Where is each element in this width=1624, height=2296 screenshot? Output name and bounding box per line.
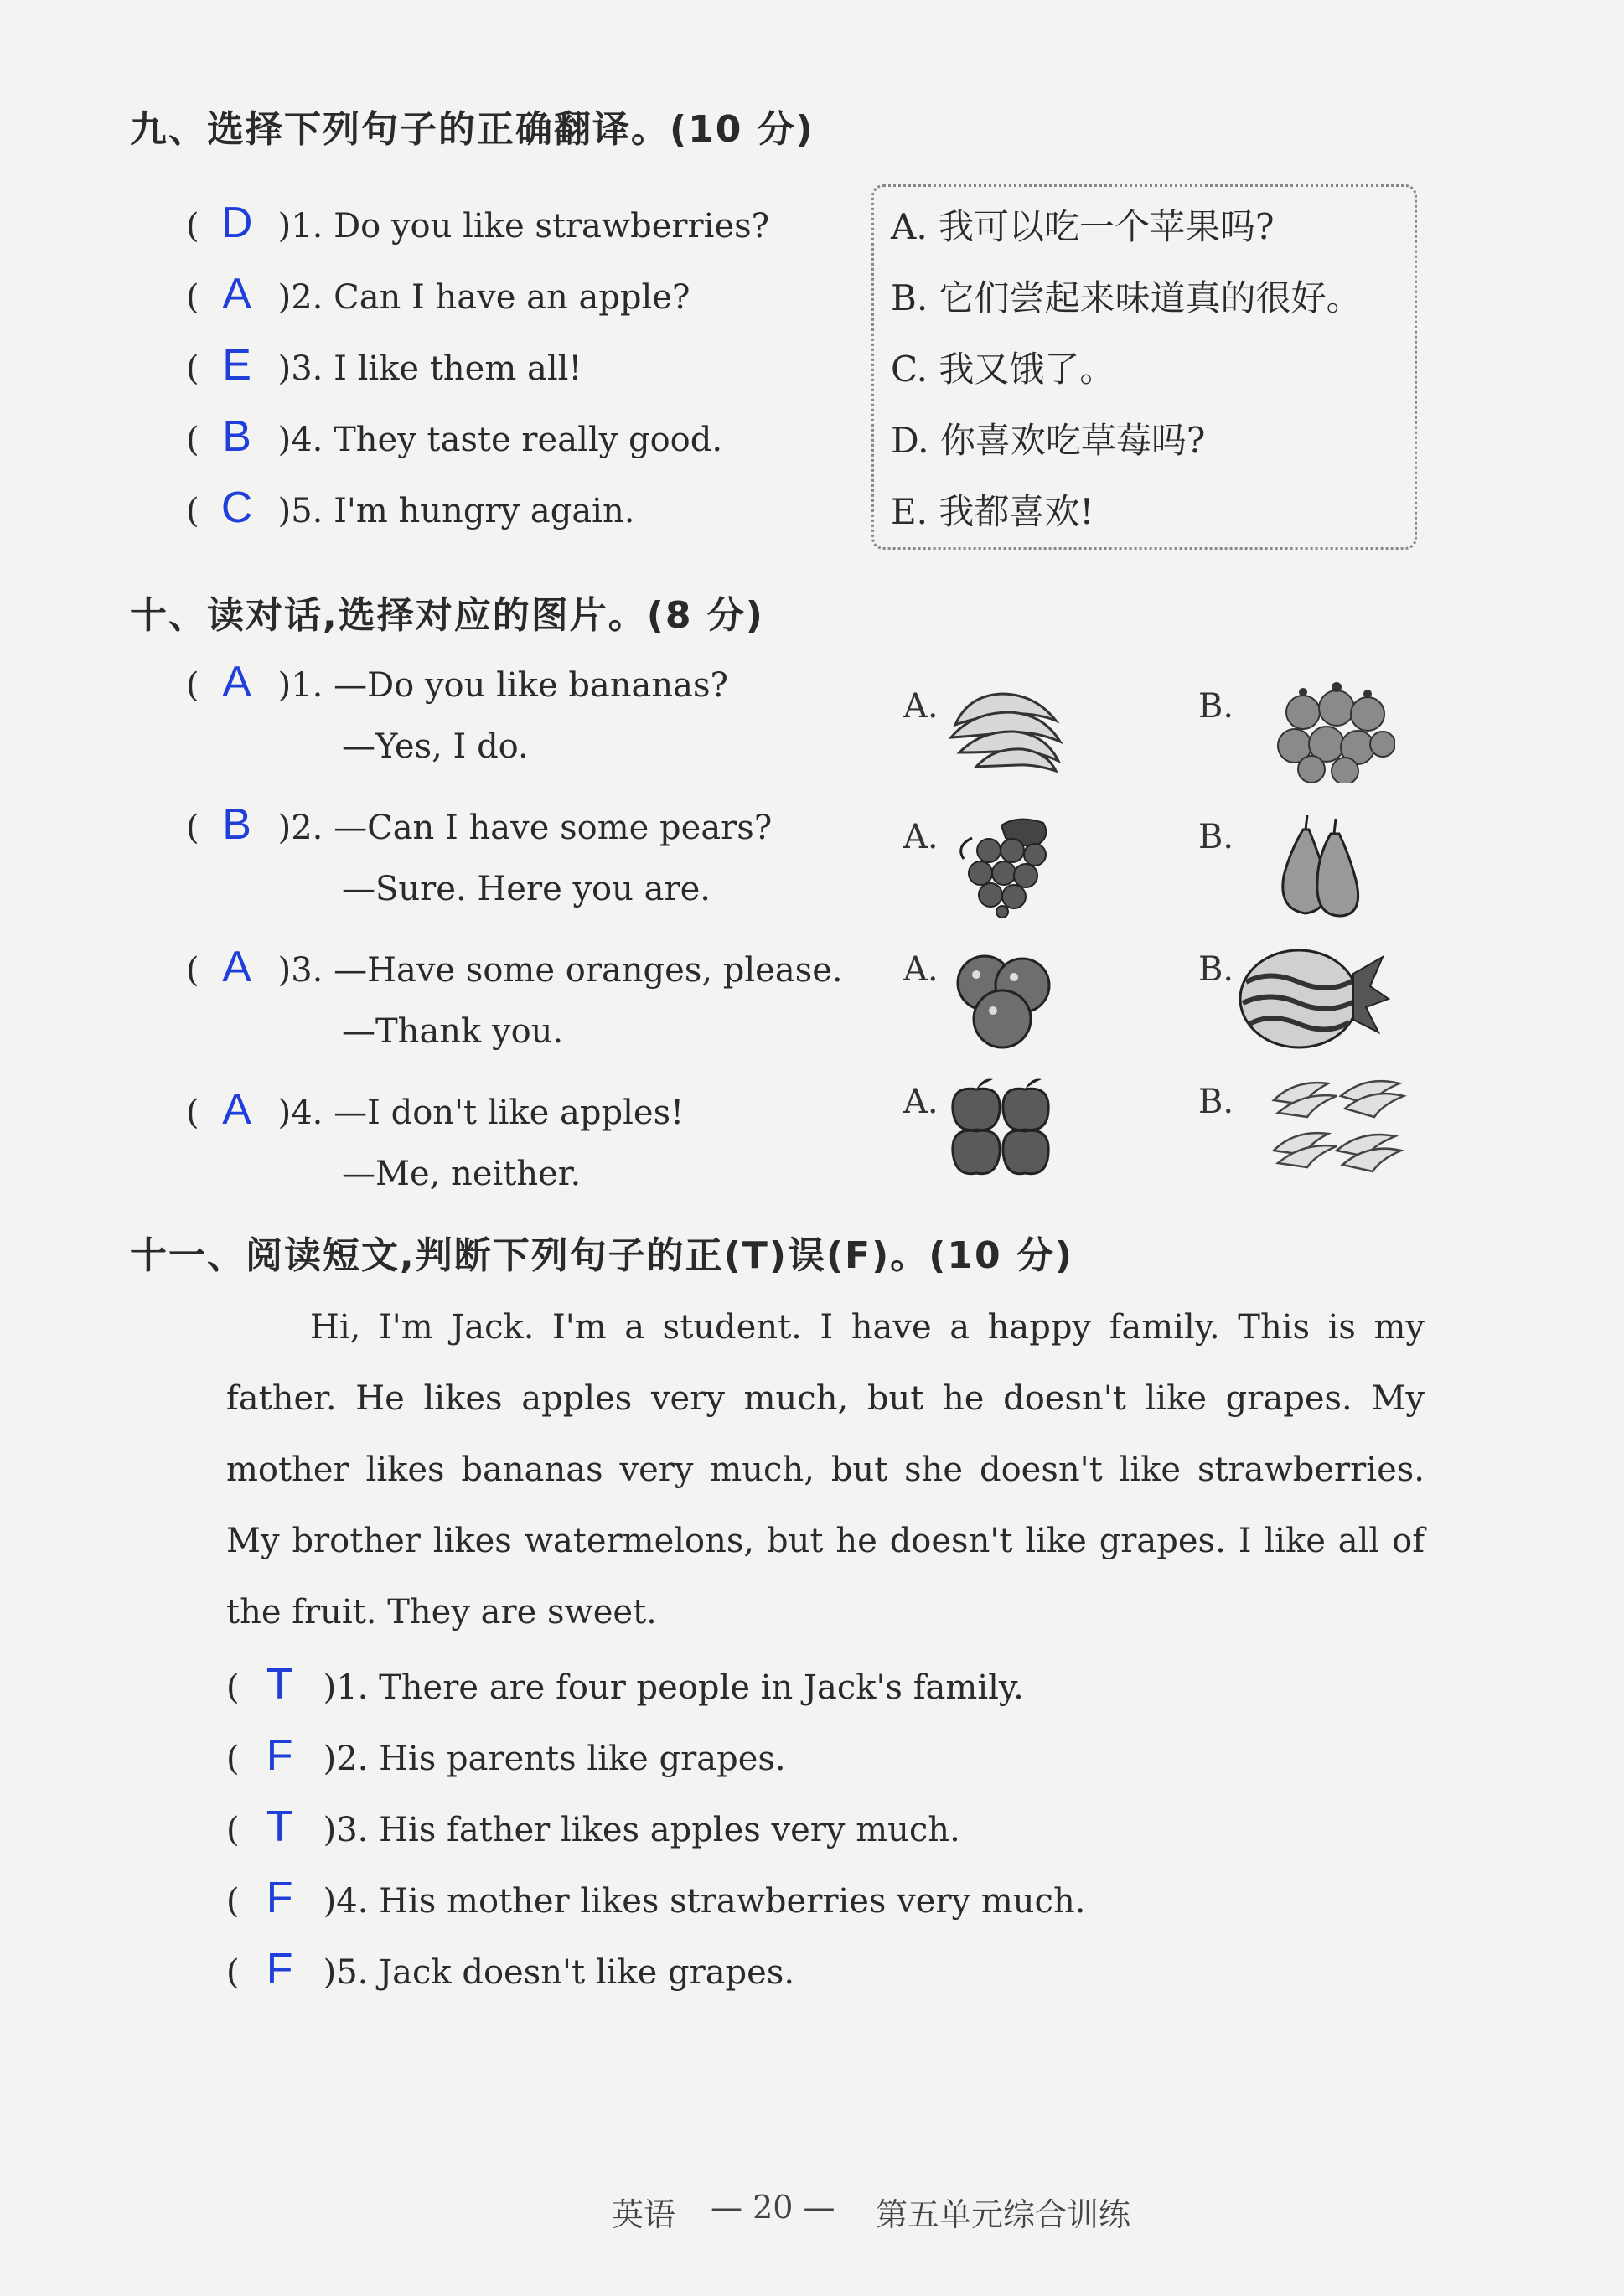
section9-item-4: ( B )4. They taste really good. — [186, 412, 723, 461]
bananas-bunches-picture — [1265, 1071, 1412, 1188]
section10-item-1: ( A )1. —Do you like bananas? — [186, 658, 728, 706]
answer-blank[interactable]: A — [222, 943, 251, 991]
answer-blank[interactable]: D — [220, 199, 253, 247]
section9-item-5: ( C )5. I'm hungry again. — [186, 484, 635, 532]
section10-item-2: ( B )2. —Can I have some pears? — [186, 800, 773, 849]
bananas-picture — [943, 679, 1068, 775]
section11-item-1: ( T )1. There are four people in Jack's family. — [226, 1660, 1024, 1709]
pic-label-b: B. — [1198, 687, 1234, 726]
section9-heading: 九、选择下列句子的正确翻译。(10 分) — [130, 108, 815, 151]
section11-item-3: ( T )3. His father likes apples very much. — [226, 1802, 960, 1851]
answer-blank[interactable]: B — [222, 800, 251, 849]
strawberries-picture — [1274, 679, 1395, 783]
footer-unit: 第五单元综合训练 — [876, 2196, 1131, 2233]
oranges-picture — [947, 945, 1060, 1050]
answer-blank[interactable]: T — [266, 1802, 293, 1851]
grapes-picture — [939, 813, 1073, 918]
answer-blank[interactable]: F — [266, 1731, 293, 1780]
answer-blank[interactable]: A — [222, 658, 251, 706]
section11-heading: 十一、阅读短文,判断下列句子的正(T)误(F)。(10 分) — [130, 1234, 1073, 1277]
footer-page-number: — 20 — — [711, 2189, 835, 2226]
section9-item-3: ( E )3. I like them all! — [186, 341, 582, 390]
pic-label-b: B. — [1198, 950, 1234, 989]
answer-blank[interactable]: E — [222, 341, 251, 390]
option-c: C. 我又饿了。 — [891, 349, 1115, 390]
answer-blank[interactable]: B — [222, 412, 251, 461]
section9-item-2: ( A )2. Can I have an apple? — [186, 270, 690, 318]
section9-item-1: ( D )1. Do you like strawberries? — [186, 199, 770, 247]
pic-label-a: A. — [903, 950, 939, 989]
section10-reply-3: —Thank you. — [342, 1012, 564, 1051]
watermelon-picture — [1236, 940, 1391, 1053]
pic-label-a: A. — [903, 1083, 939, 1121]
section10-item-4: ( A )4. —I don't like apples! — [186, 1085, 685, 1134]
option-d: D. 你喜欢吃草莓吗? — [891, 420, 1206, 461]
option-e: E. 我都喜欢! — [891, 491, 1094, 532]
section10-reply-2: —Sure. Here you are. — [342, 870, 711, 908]
section10-reply-1: —Yes, I do. — [342, 727, 529, 766]
apples-picture — [943, 1073, 1060, 1182]
pic-label-a: A. — [903, 818, 939, 856]
section10-reply-4: —Me, neither. — [342, 1155, 582, 1193]
answer-blank[interactable]: C — [220, 484, 253, 532]
section10-heading: 十、读对话,选择对应的图片。(8 分) — [130, 594, 764, 637]
pic-label-a: A. — [903, 687, 939, 726]
option-a: A. 我可以吃一个苹果吗? — [891, 206, 1275, 247]
section11-item-2: ( F )2. His parents like grapes. — [226, 1731, 786, 1780]
section11-item-5: ( F )5. Jack doesn't like grapes. — [226, 1945, 795, 1993]
section10-item-3: ( A )3. —Have some oranges, please. — [186, 943, 843, 991]
answer-blank[interactable]: A — [222, 1085, 251, 1134]
pears-picture — [1265, 809, 1370, 922]
answer-blank[interactable]: A — [222, 270, 251, 318]
section11-item-4: ( F )4. His mother likes strawberries very much. — [226, 1874, 1086, 1922]
answer-blank[interactable]: F — [266, 1945, 293, 1993]
footer-subject: 英语 — [612, 2196, 676, 2233]
pic-label-b: B. — [1198, 1083, 1234, 1121]
reading-passage: Hi, I'm Jack. I'm a student. I have a happy family. This is my father. He likes apples very much, but he doesn't like grapes. My mother likes bananas very much, but she doesn't like strawberries. My brother likes watermelons, but he doesn't like grapes. I like all of the fruit. They are sweet. — [226, 1308, 1425, 1632]
answer-blank[interactable]: T — [266, 1660, 293, 1709]
pic-label-b: B. — [1198, 818, 1234, 856]
option-b: B. 它们尝起来味道真的很好。 — [891, 277, 1362, 318]
answer-blank[interactable]: F — [266, 1874, 293, 1922]
